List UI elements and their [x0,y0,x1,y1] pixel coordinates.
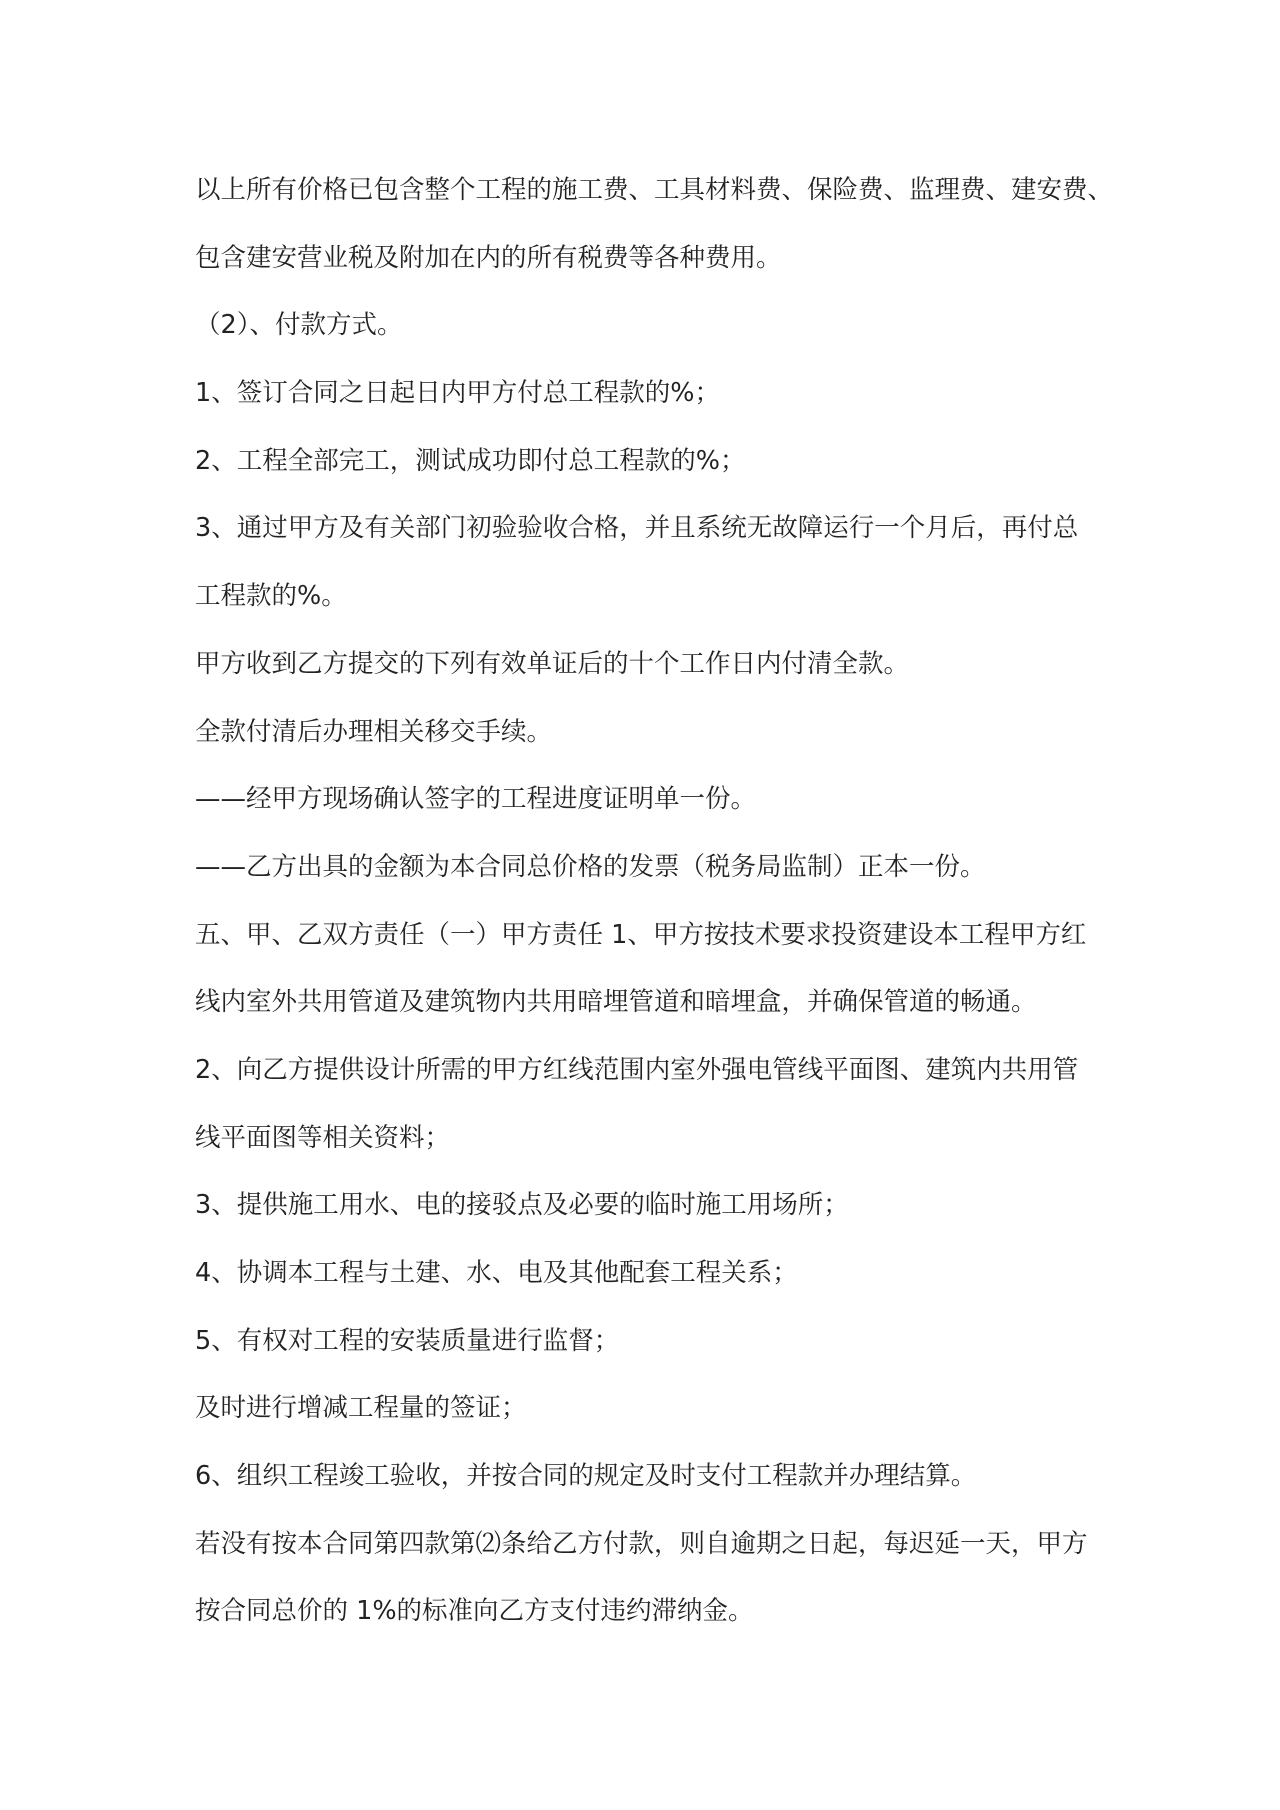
text-line: 以上所有价格已包含整个工程的施工费、工具材料费、保险费、监理费、建安费、 [195,175,1114,205]
text-line: 5、有权对工程的安装质量进行监督； [195,1325,620,1356]
text-line: 线内室外共用管道及建筑物内共用暗埋管道和暗埋盒，并确保管道的畅通。 [195,987,1037,1018]
text-line: 按合同总价的 1%的标准向乙方支付违约滞纳金。 [195,1596,754,1627]
text-line: 若没有按本合同第四款第⑵条给乙方付款，则自逾期之日起，每迟延一天，甲方 [195,1528,1088,1559]
section-heading: （2）、付款方式。 [195,310,403,341]
text-line: 3、通过甲方及有关部门初验验收合格，并且系统无故障运行一个月后，再付总 [195,513,1079,544]
text-line: ——乙方出具的金额为本合同总价格的发票（税务局监制）正本一份。 [195,851,986,882]
text-line: 2、向乙方提供设计所需的甲方红线范围内室外强电管线平面图、建筑内共用管 [195,1054,1079,1085]
text-line: 线平面图等相关资料； [195,1122,451,1153]
text-line: 全款付清后办理相关移交手续。 [195,716,553,747]
text-line: 4、协调本工程与土建、水、电及其他配套工程关系； [195,1258,798,1288]
text-line: 6、组织工程竣工验收，并按合同的规定及时支付工程款并办理结算。 [195,1461,977,1492]
text-line: 工程款的%。 [195,581,347,612]
text-line: 及时进行增减工程量的签证； [195,1393,527,1424]
text-line: ——经甲方现场确认签字的工程进度证明单一份。 [195,784,757,815]
text-line: 3、提供施工用水、电的接驳点及必要的临时施工用场所； [195,1190,849,1221]
text-line: 2、工程全部完工，测试成功即付总工程款的%； [195,445,746,476]
text-line: 包含建安营业税及附加在内的所有税费等各种费用。 [195,242,782,273]
text-line: 1、签订合同之日起日内甲方付总工程款的%； [195,378,720,409]
document-page [195,157,1114,1646]
text-line: 甲方收到乙方提交的下列有效单证后的十个工作日内付清全款。 [195,648,910,679]
text-line: 五、甲、乙双方责任（一）甲方责任 1、甲方按技术要求投资建设本工程甲方红 [195,919,1087,950]
